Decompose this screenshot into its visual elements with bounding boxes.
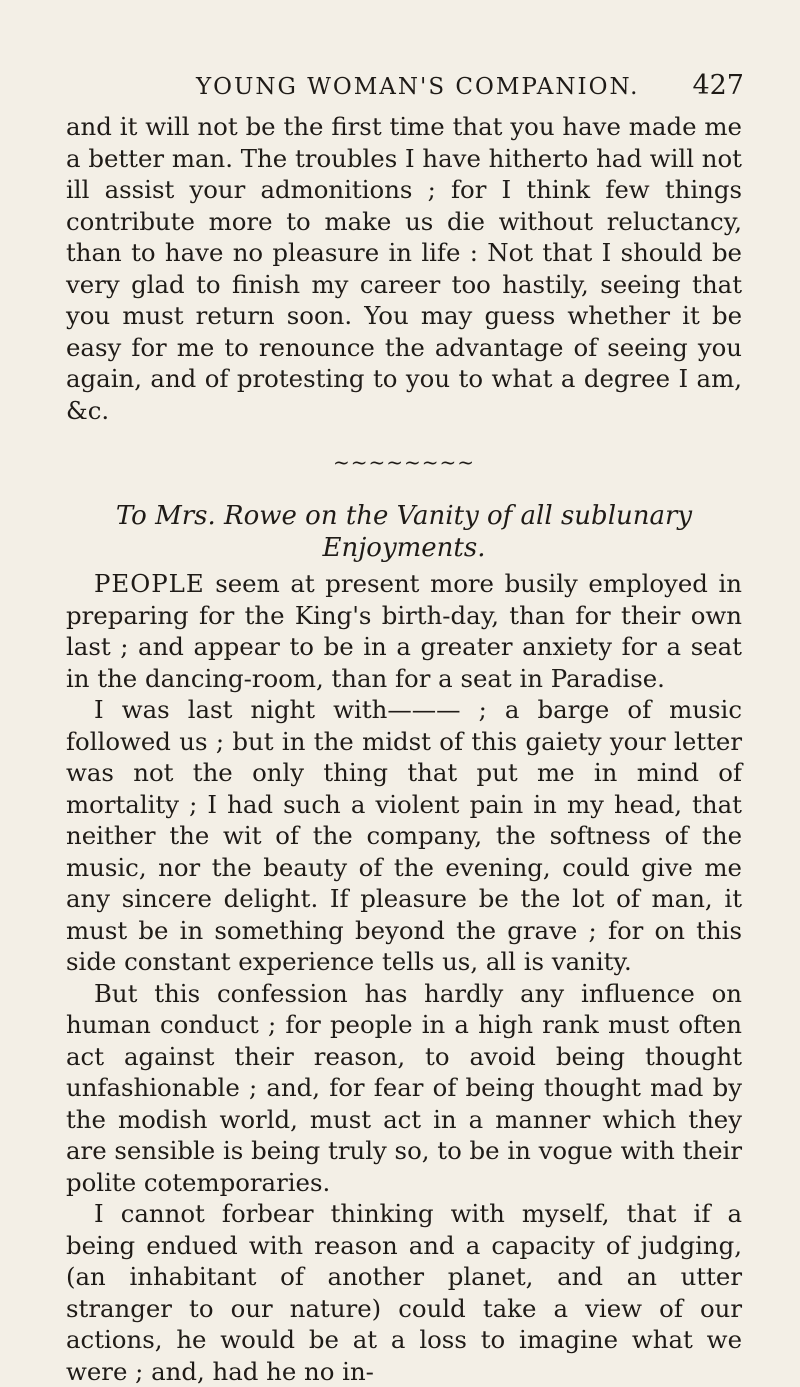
page-number: 427 bbox=[692, 70, 744, 101]
paragraph-last-night: I was last night with——— ; a barge of music followed us ; but in the midst of this gaiety your letter was not the only thing that put me in mind of mortality ; I had such a violent pain in my head, that neither the wit of the company, the softness of the music, nor the beauty of the evening, could give me any sincere delight. If pleasure be the lot of man, it must be in something beyond the grave ; for on this side constant experience tells us, all is vanity. bbox=[66, 695, 742, 976]
section-ornament: ~~~~~~~~ bbox=[332, 450, 476, 474]
paragraph-continuation: and it will not be the first time that you have made me a better man. The troubles I have hitherto had will not ill assist your admonitions ; for I think few things contribute more to make us die without reluctancy, than to have no pleasure in life : Not that I should be very glad to finish my career too hastily, seeing that you must return soon. You may guess whether it be easy for me to renounce the advantage of seeing you again, and of protesting to you to what a degree I am, &c. bbox=[66, 112, 742, 425]
letter-heading: To Mrs. Rowe on the Vanity of all sublunary Enjoyments. bbox=[115, 501, 693, 563]
paragraph-opening-word: PEOPLE bbox=[94, 569, 205, 598]
paragraph-people-text: seem at present more busily employed in preparing for the King's birth-day, than for their own last ; and appear to be in a greater anxiety for a seat in the dancing-room, than for a seat in Paradise. bbox=[66, 569, 742, 693]
paragraph-forbear: I cannot forbear thinking with myself, that if a being endued with reason and a capacity of judging, (an inhabitant of another planet, and an utter stranger to our nature) could take a view of our actions, he would be at a loss to imagine what we were ; and, had he no in- bbox=[66, 1199, 742, 1386]
paragraph-people bbox=[66, 568, 742, 694]
running-head: YOUNG WOMAN'S COMPANION. bbox=[196, 74, 640, 100]
paragraph-confession: But this confession has hardly any influence on human conduct ; for people in a high rank must often act against their reason, to avoid being thought unfashionable ; and, for fear of being thought mad by the modish world, must act in a manner which they are sensible is being truly so, to be in vogue with their polite cotemporaries. bbox=[66, 978, 742, 1197]
page-body bbox=[66, 111, 742, 1387]
